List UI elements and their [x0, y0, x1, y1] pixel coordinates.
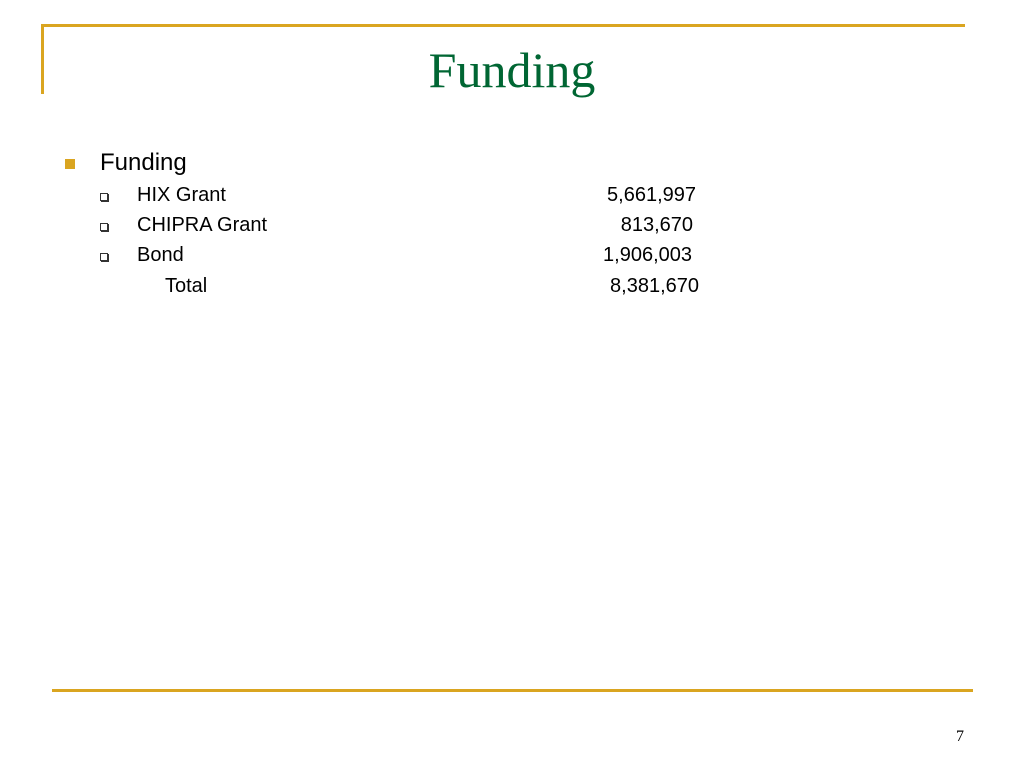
list-item-total: [0, 271, 1024, 301]
hollow-square-bullet-icon: [100, 193, 108, 201]
total-label: Total: [165, 275, 208, 297]
item-amount: 1,906,003: [603, 244, 692, 266]
list-item-bond: [0, 240, 1024, 270]
page-number: 7: [956, 728, 964, 745]
item-amount: 5,661,997: [607, 184, 696, 206]
list-item-chipra-grant: [0, 210, 1024, 240]
funding-heading: Funding: [100, 149, 187, 176]
footer-rule: [52, 689, 973, 692]
item-amount: 813,670: [620, 214, 693, 236]
slide-title: Funding: [428, 42, 596, 98]
frame-top-rule: [41, 24, 965, 27]
filled-square-bullet-icon: [65, 159, 75, 169]
list-item-hix-grant: [0, 180, 1024, 210]
item-label: Bond: [137, 244, 184, 266]
item-label: HIX Grant: [137, 184, 226, 206]
total-amount: 8,381,670: [610, 275, 699, 297]
hollow-square-bullet-icon: [100, 223, 108, 231]
hollow-square-bullet-icon: [100, 253, 108, 261]
item-label: CHIPRA Grant: [137, 214, 268, 236]
